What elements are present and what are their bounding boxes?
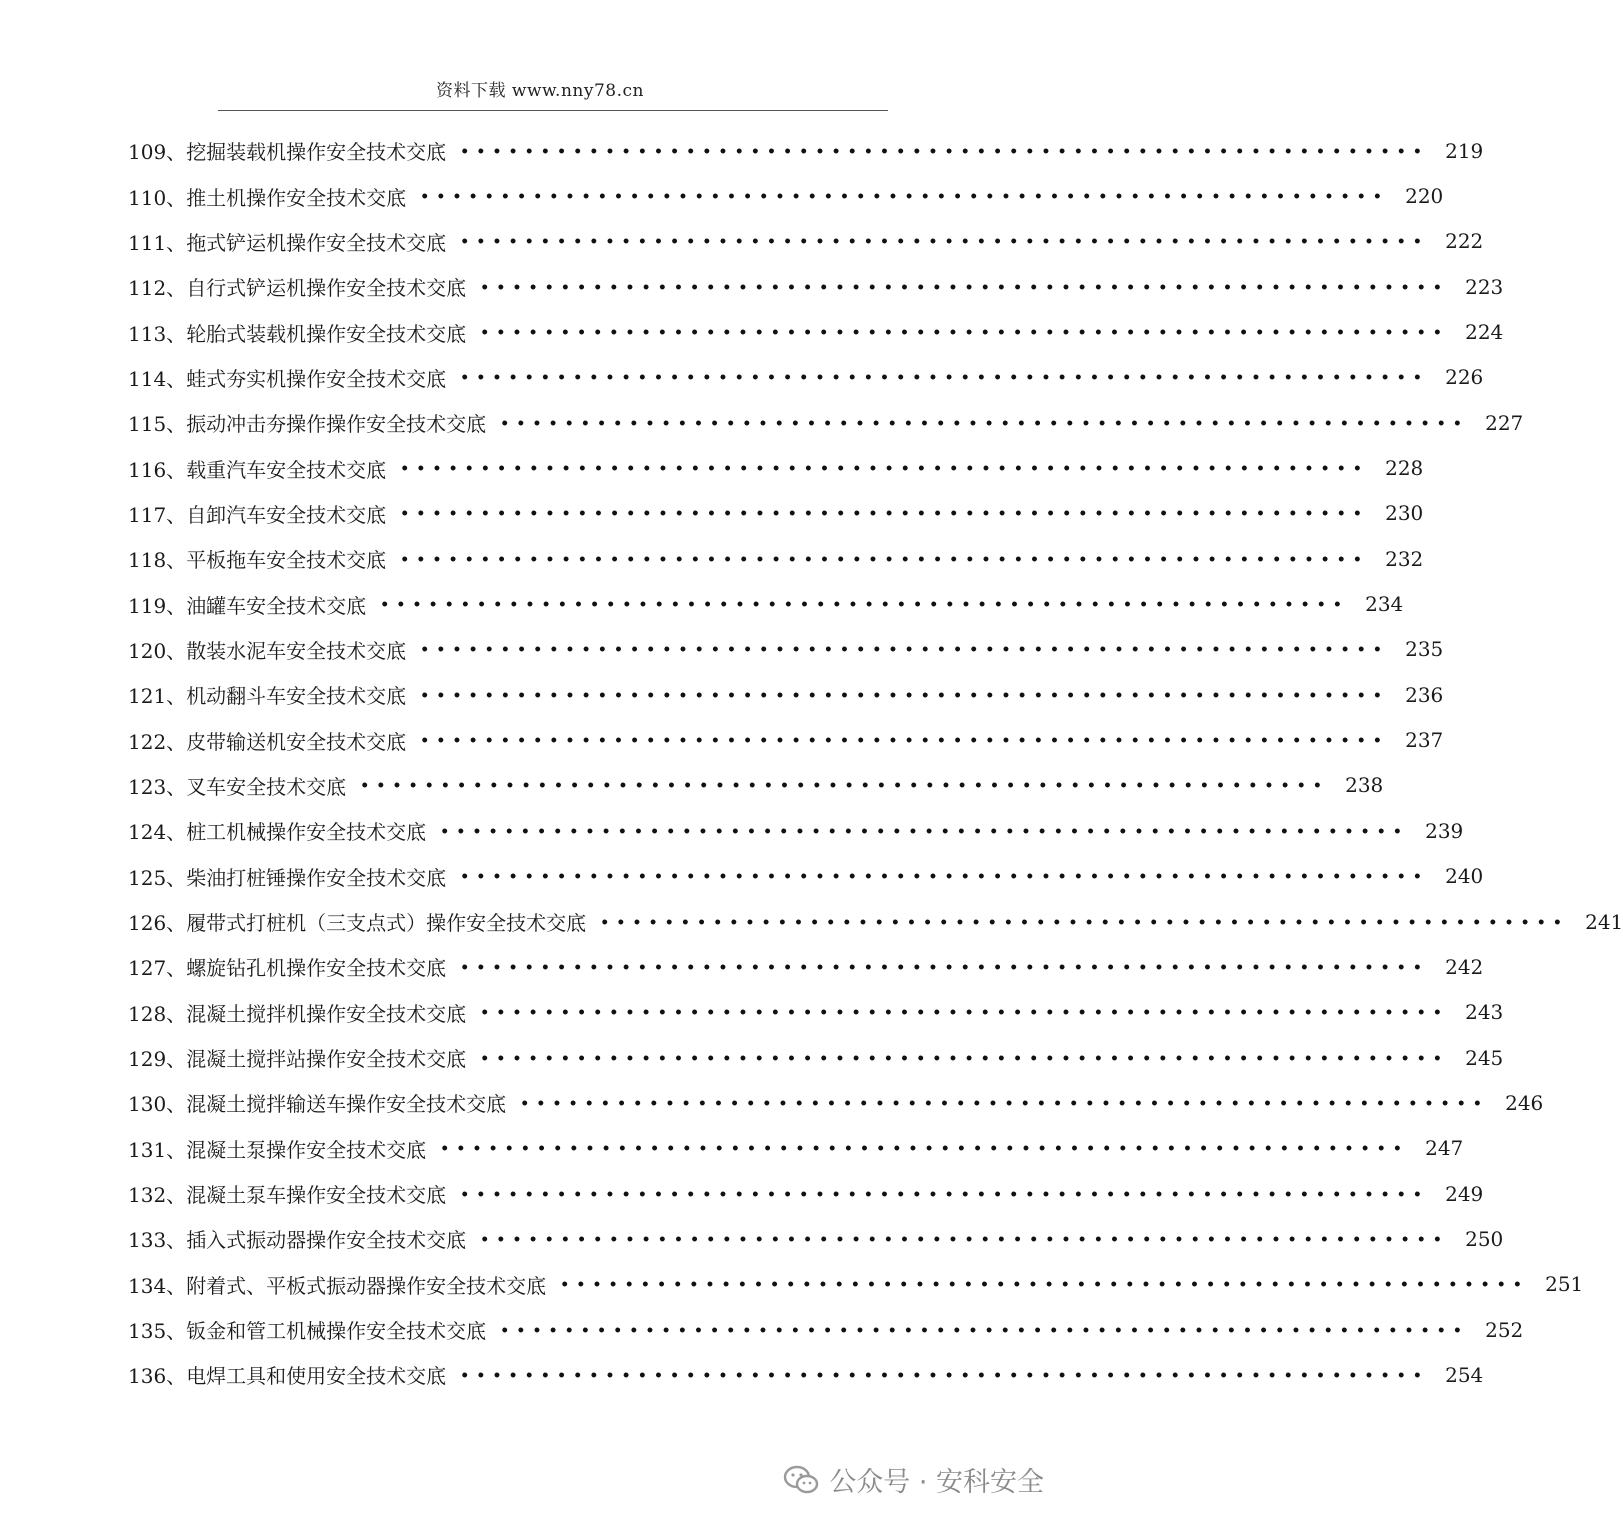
toc-entry[interactable] [128, 1262, 1584, 1307]
toc-entry-number: 109、 [128, 140, 187, 165]
toc-dot-leader: •••••••••••••••••••••••••••••••••••••••••••••••••••••••••••• [560, 1277, 1530, 1294]
header-divider [218, 110, 888, 111]
toc-dot-leader: •••••••••••••••••••••••••••••••••••••••••••••••••••••••••••• [420, 642, 1390, 659]
toc-entry-page: 249 [1445, 1181, 1484, 1206]
toc-entry-page: 239 [1425, 818, 1464, 843]
toc-entry[interactable] [128, 264, 1504, 309]
toc-entry-title: 钣金和管工机械操作安全技术交底 [186, 1319, 487, 1344]
toc-entry[interactable] [128, 355, 1484, 400]
toc-entry-title: 自卸汽车安全技术交底 [186, 502, 387, 527]
toc-entry-number: 128、 [128, 1001, 187, 1026]
toc-entry-number: 126、 [128, 911, 187, 936]
toc-entry-title: 螺旋钻孔机操作安全技术交底 [186, 956, 447, 981]
toc-entry-page: 223 [1465, 274, 1504, 299]
toc-entry-number: 136、 [128, 1364, 187, 1389]
toc-dot-leader: •••••••••••••••••••••••••••••••••••••••••••••••••••••••••••• [420, 687, 1390, 704]
toc-entry-page: 220 [1405, 184, 1444, 209]
toc-entry-page: 235 [1405, 637, 1444, 662]
toc-dot-leader: •••••••••••••••••••••••••••••••••••••••••••••••••••••••••••• [600, 914, 1570, 931]
toc-entry-number: 116、 [128, 457, 187, 482]
toc-entry-number: 131、 [128, 1137, 187, 1162]
page-header: 资料下载 www.nny78.cn [436, 81, 644, 101]
toc-entry-title: 振动冲击夯操作操作安全技术交底 [186, 412, 487, 437]
toc-entry-number: 113、 [128, 321, 187, 346]
toc-dot-leader: •••••••••••••••••••••••••••••••••••••••••••••••••••••••••••• [500, 1322, 1470, 1339]
toc-entry-title: 柴油打桩锤操作安全技术交底 [186, 865, 447, 890]
toc-dot-leader: •••••••••••••••••••••••••••••••••••••••••••••••••••••••••••• [400, 506, 1370, 523]
toc-entry[interactable] [128, 128, 1484, 173]
toc-entry-number: 121、 [128, 684, 187, 709]
toc-entry-page: 224 [1465, 320, 1504, 345]
table-of-contents [128, 128, 1623, 1398]
toc-dot-leader: •••••••••••••••••••••••••••••••••••••••••••••••••••••••••••• [460, 143, 1430, 160]
toc-entry[interactable] [128, 1216, 1504, 1261]
toc-entry-number: 114、 [128, 366, 187, 391]
toc-entry-title: 插入式振动器操作安全技术交底 [186, 1228, 467, 1253]
toc-entry-title: 混凝土搅拌机操作安全技术交底 [186, 1001, 467, 1026]
toc-entry-page: 219 [1445, 138, 1484, 163]
toc-entry[interactable] [128, 672, 1444, 717]
toc-entry-number: 112、 [128, 276, 187, 301]
toc-entry-page: 243 [1465, 1000, 1504, 1025]
toc-entry[interactable] [128, 491, 1424, 536]
wechat-icon [783, 1465, 819, 1495]
toc-entry-page: 254 [1445, 1362, 1484, 1387]
toc-dot-leader: •••••••••••••••••••••••••••••••••••••••••••••••••••••••••••• [460, 1367, 1430, 1384]
toc-dot-leader: •••••••••••••••••••••••••••••••••••••••••••••••••••••••••••• [360, 778, 1330, 795]
toc-entry-title: 拖式铲运机操作安全技术交底 [186, 230, 447, 255]
toc-dot-leader: •••••••••••••••••••••••••••••••••••••••••••••••••••••••••••• [480, 1050, 1450, 1067]
toc-entry-title: 电焊工具和使用安全技术交底 [186, 1364, 447, 1389]
toc-entry-title: 挖掘装载机操作安全技术交底 [186, 140, 447, 165]
toc-entry-title: 附着式、平板式振动器操作安全技术交底 [186, 1273, 547, 1298]
toc-entry-page: 234 [1365, 592, 1404, 617]
toc-entry[interactable] [128, 899, 1623, 944]
toc-entry-page: 237 [1405, 728, 1444, 753]
toc-entry[interactable] [128, 1126, 1464, 1171]
toc-entry-title: 混凝土泵操作安全技术交底 [186, 1137, 427, 1162]
toc-entry-page: 252 [1485, 1317, 1524, 1342]
toc-entry-title: 载重汽车安全技术交底 [186, 457, 387, 482]
toc-entry-title: 混凝土泵车操作安全技术交底 [186, 1183, 447, 1208]
toc-entry-number: 119、 [128, 593, 187, 618]
toc-dot-leader: •••••••••••••••••••••••••••••••••••••••••••••••••••••••••••• [400, 461, 1370, 478]
toc-entry[interactable] [128, 717, 1444, 762]
toc-entry-number: 125、 [128, 865, 187, 890]
toc-entry-title: 桩工机械操作安全技术交底 [186, 820, 427, 845]
toc-entry-page: 246 [1505, 1090, 1544, 1115]
toc-dot-leader: •••••••••••••••••••••••••••••••••••••••••••••••••••••••••••• [480, 325, 1450, 342]
toc-entry-title: 叉车安全技术交底 [186, 774, 347, 799]
toc-entry[interactable] [128, 173, 1444, 218]
toc-entry-page: 242 [1445, 954, 1484, 979]
toc-entry[interactable] [128, 990, 1504, 1035]
toc-entry[interactable] [128, 944, 1484, 989]
toc-entry-number: 117、 [128, 502, 187, 527]
toc-entry-number: 129、 [128, 1047, 187, 1072]
toc-entry[interactable] [128, 1171, 1484, 1216]
toc-entry-page: 236 [1405, 682, 1444, 707]
toc-entry-title: 推土机操作安全技术交底 [186, 185, 407, 210]
toc-dot-leader: •••••••••••••••••••••••••••••••••••••••••••••••••••••••••••• [420, 733, 1390, 750]
toc-entry-number: 132、 [128, 1183, 187, 1208]
toc-entry-number: 122、 [128, 729, 187, 754]
toc-entry-title: 混凝土搅拌输送车操作安全技术交底 [186, 1092, 507, 1117]
toc-dot-leader: •••••••••••••••••••••••••••••••••••••••••••••••••••••••••••• [380, 597, 1350, 614]
toc-entry-title: 皮带输送机安全技术交底 [186, 729, 407, 754]
toc-entry[interactable] [128, 808, 1464, 853]
toc-entry-number: 130、 [128, 1092, 187, 1117]
toc-entry-page: 238 [1345, 773, 1384, 798]
toc-entry-page: 251 [1545, 1272, 1584, 1297]
toc-dot-leader: •••••••••••••••••••••••••••••••••••••••••••••••••••••••••••• [480, 279, 1450, 296]
toc-dot-leader: •••••••••••••••••••••••••••••••••••••••••••••••••••••••••••• [420, 189, 1390, 206]
toc-entry-title: 履带式打桩机（三支点式）操作安全技术交底 [186, 911, 587, 936]
watermark-text: 公众号 · 安科安全 [829, 1467, 1044, 1498]
toc-entry-title: 混凝土搅拌站操作安全技术交底 [186, 1047, 467, 1072]
toc-entry-number: 118、 [128, 548, 187, 573]
toc-dot-leader: •••••••••••••••••••••••••••••••••••••••••••••••••••••••••••• [460, 869, 1430, 886]
toc-entry-page: 227 [1485, 410, 1524, 435]
toc-entry-number: 115、 [128, 412, 187, 437]
toc-entry-number: 127、 [128, 956, 187, 981]
toc-entry-page: 230 [1385, 501, 1424, 526]
toc-entry-page: 250 [1465, 1226, 1504, 1251]
toc-entry[interactable] [128, 627, 1444, 672]
toc-entry-number: 134、 [128, 1273, 187, 1298]
toc-entry-title: 机动翻斗车安全技术交底 [186, 684, 407, 709]
toc-entry-page: 245 [1465, 1045, 1504, 1070]
toc-entry-page: 232 [1385, 546, 1424, 571]
toc-dot-leader: •••••••••••••••••••••••••••••••••••••••••••••••••••••••••••• [440, 1141, 1410, 1158]
toc-entry[interactable] [128, 536, 1424, 581]
toc-dot-leader: •••••••••••••••••••••••••••••••••••••••••••••••••••••••••••• [400, 551, 1370, 568]
toc-dot-leader: •••••••••••••••••••••••••••••••••••••••••••••••••••••••••••• [460, 1186, 1430, 1203]
toc-entry-number: 111、 [128, 230, 187, 255]
toc-entry[interactable] [128, 400, 1524, 445]
watermark [783, 1460, 1044, 1499]
toc-entry-title: 油罐车安全技术交底 [186, 593, 367, 618]
toc-dot-leader: •••••••••••••••••••••••••••••••••••••••••••••••••••••••••••• [480, 1231, 1450, 1248]
toc-dot-leader: •••••••••••••••••••••••••••••••••••••••••••••••••••••••••••• [520, 1095, 1490, 1112]
toc-entry-number: 110、 [128, 185, 187, 210]
toc-entry[interactable] [128, 763, 1384, 808]
toc-entry-title: 蛙式夯实机操作安全技术交底 [186, 366, 447, 391]
toc-entry-number: 124、 [128, 820, 187, 845]
toc-entry[interactable] [128, 581, 1404, 626]
toc-entry-number: 123、 [128, 774, 187, 799]
toc-entry-number: 120、 [128, 638, 187, 663]
toc-entry[interactable] [128, 309, 1504, 354]
toc-dot-leader: •••••••••••••••••••••••••••••••••••••••••••••••••••••••••••• [460, 959, 1430, 976]
toc-entry[interactable] [128, 1035, 1504, 1080]
toc-entry-title: 轮胎式装载机操作安全技术交底 [186, 321, 467, 346]
toc-entry-number: 133、 [128, 1228, 187, 1253]
toc-entry-page: 241 [1585, 909, 1623, 934]
toc-entry[interactable] [128, 1307, 1524, 1352]
toc-entry[interactable] [128, 219, 1484, 264]
toc-dot-leader: •••••••••••••••••••••••••••••••••••••••••••••••••••••••••••• [460, 370, 1430, 387]
toc-dot-leader: •••••••••••••••••••••••••••••••••••••••••••••••••••••••••••• [440, 823, 1410, 840]
toc-entry[interactable] [128, 854, 1484, 899]
toc-entry[interactable] [128, 1080, 1544, 1125]
toc-entry-title: 自行式铲运机操作安全技术交底 [186, 276, 467, 301]
toc-entry-page: 226 [1445, 365, 1484, 390]
toc-entry-page: 240 [1445, 864, 1484, 889]
toc-entry-page: 228 [1385, 456, 1424, 481]
toc-dot-leader: •••••••••••••••••••••••••••••••••••••••••••••••••••••••••••• [500, 415, 1470, 432]
toc-entry-title: 平板拖车安全技术交底 [186, 548, 387, 573]
toc-entry-page: 247 [1425, 1136, 1464, 1161]
toc-entry-title: 散装水泥车安全技术交底 [186, 638, 407, 663]
toc-dot-leader: •••••••••••••••••••••••••••••••••••••••••••••••••••••••••••• [480, 1005, 1450, 1022]
toc-entry[interactable] [128, 445, 1424, 490]
toc-entry-page: 222 [1445, 229, 1484, 254]
toc-entry[interactable] [128, 1352, 1484, 1397]
toc-entry-number: 135、 [128, 1319, 187, 1344]
toc-dot-leader: •••••••••••••••••••••••••••••••••••••••••••••••••••••••••••• [460, 234, 1430, 251]
